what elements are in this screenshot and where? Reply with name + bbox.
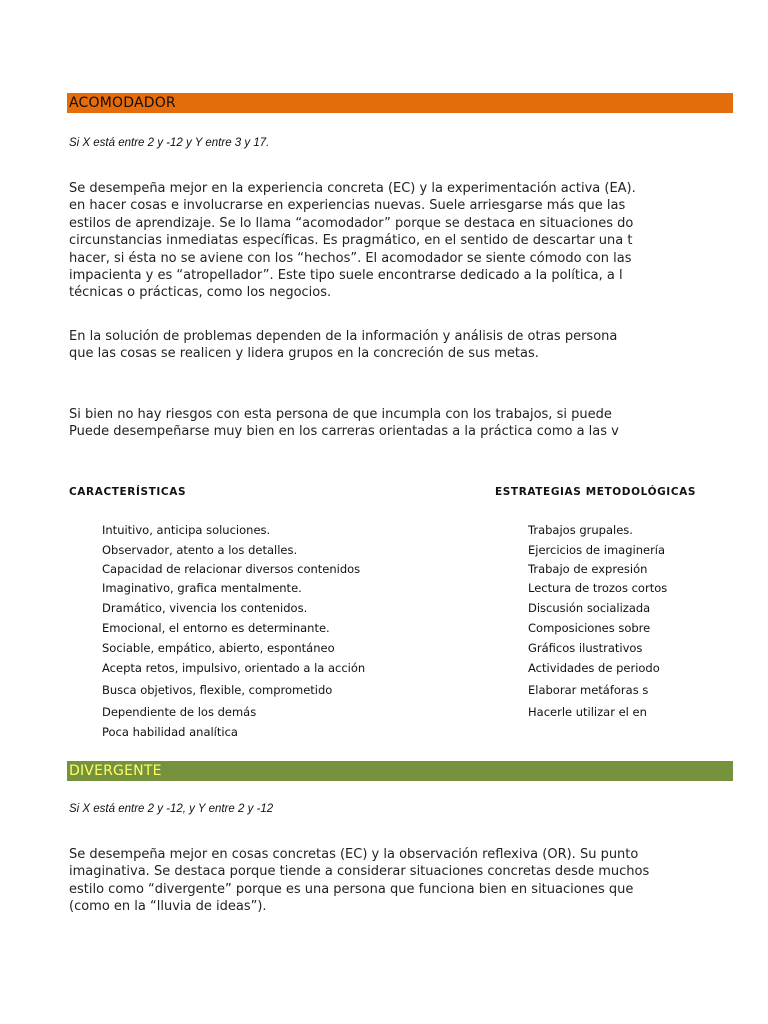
list-item: Discusión socializada (528, 601, 651, 615)
acomodador-title: ACOMODADOR (69, 95, 176, 111)
acomodador-paragraph-3 (69, 406, 619, 441)
divergente-paragraph-1 (69, 846, 649, 916)
acomodador-condition: Si X está entre 2 y -12 y Y entre 3 y 17. (69, 137, 270, 149)
list-item: Intuitivo, anticipa soluciones. (102, 523, 271, 537)
list-item: Composiciones sobre (528, 621, 651, 635)
text-line: en hacer cosas e involucrarse en experiencias nuevas. Suele arriesgarse más que las (69, 198, 626, 214)
text-line: técnicas o prácticas, como los negocios. (69, 285, 332, 301)
text-line: impacienta y es “atropellador”. Este tipo suele encontrarse dedicado a la política, a l (69, 267, 623, 283)
text-line: estilos de aprendizaje. Se lo llama “acomodador” porque se destaca en situaciones do (69, 215, 634, 231)
list-item: Dependiente de los demás (102, 705, 257, 719)
list-item: Acepta retos, impulsivo, orientado a la acción (102, 661, 366, 675)
list-item: Actividades de periodo (528, 661, 660, 675)
list-item: Dramático, vivencia los contenidos. (102, 601, 308, 615)
list-item: Busca objetivos, flexible, comprometido (102, 683, 333, 697)
divergente-title: DIVERGENTE (69, 763, 162, 779)
text-line: Se desempeña mejor en la experiencia concreta (EC) y la experimentación activa (EA). (69, 181, 636, 196)
list-item: Capacidad de relacionar diversos contenidos (102, 562, 361, 576)
list-item: Poca habilidad analítica (102, 725, 238, 739)
text-line: En la solución de problemas dependen de la información y análisis de otras persona (69, 329, 618, 344)
acomodador-paragraph-1 (69, 180, 636, 302)
list-item: Gráficos ilustrativos (528, 641, 643, 655)
list-item: Imaginativo, grafica mentalmente. (102, 581, 302, 595)
text-line: hacer, si ésta no se aviene con los “hechos”. El acomodador se siente cómodo con las (69, 250, 632, 266)
divergente-header-bar-extension (656, 761, 733, 781)
characteristics-heading: CARACTERÍSTICAS (69, 486, 187, 498)
text-line: Si bien no hay riesgos con esta persona de que incumpla con los trabajos, si puede (69, 407, 612, 422)
list-item: Hacerle utilizar el en (528, 705, 647, 719)
text-line: imaginativa. Se destaca porque tiende a considerar situaciones concretas desde muchos (69, 864, 650, 880)
list-item: Elaborar metáforas s (528, 683, 649, 697)
acomodador-header-bar (67, 93, 733, 113)
list-item: Sociable, empático, abierto, espontáneo (102, 641, 335, 655)
text-line: circunstancias inmediatas específicas. Es pragmático, en el sentido de descartar una t (69, 233, 633, 249)
list-item: Trabajos grupales. (528, 523, 633, 537)
list-item: Ejercicios de imaginería (528, 543, 666, 557)
text-line: Se desempeña mejor en cosas concretas (EC) y la observación reflexiva (OR). Su punto (69, 847, 639, 862)
strategies-heading: ESTRATEGIAS METODOLÓGICAS (495, 486, 697, 498)
acomodador-paragraph-2 (69, 328, 617, 363)
divergente-header-bar (67, 761, 733, 781)
divergente-condition: Si X está entre 2 y -12, y Y entre 2 y -12 (69, 803, 274, 815)
list-item: Observador, atento a los detalles. (102, 543, 298, 557)
text-line: que las cosas se realicen y lidera grupos en la concreción de sus metas. (69, 346, 539, 362)
text-line: (como en la “lluvia de ideas”). (69, 899, 267, 915)
list-item: Trabajo de expresión (528, 562, 648, 576)
list-item: Emocional, el entorno es determinante. (102, 621, 330, 635)
acomodador-header-bar-extension (656, 93, 733, 113)
text-line: estilo como “divergente” porque es una persona que funciona bien en situaciones que (69, 881, 634, 897)
list-item: Lectura de trozos cortos (528, 581, 668, 595)
text-line: Puede desempeñarse muy bien en los carreras orientadas a la práctica como a las v (69, 424, 619, 440)
